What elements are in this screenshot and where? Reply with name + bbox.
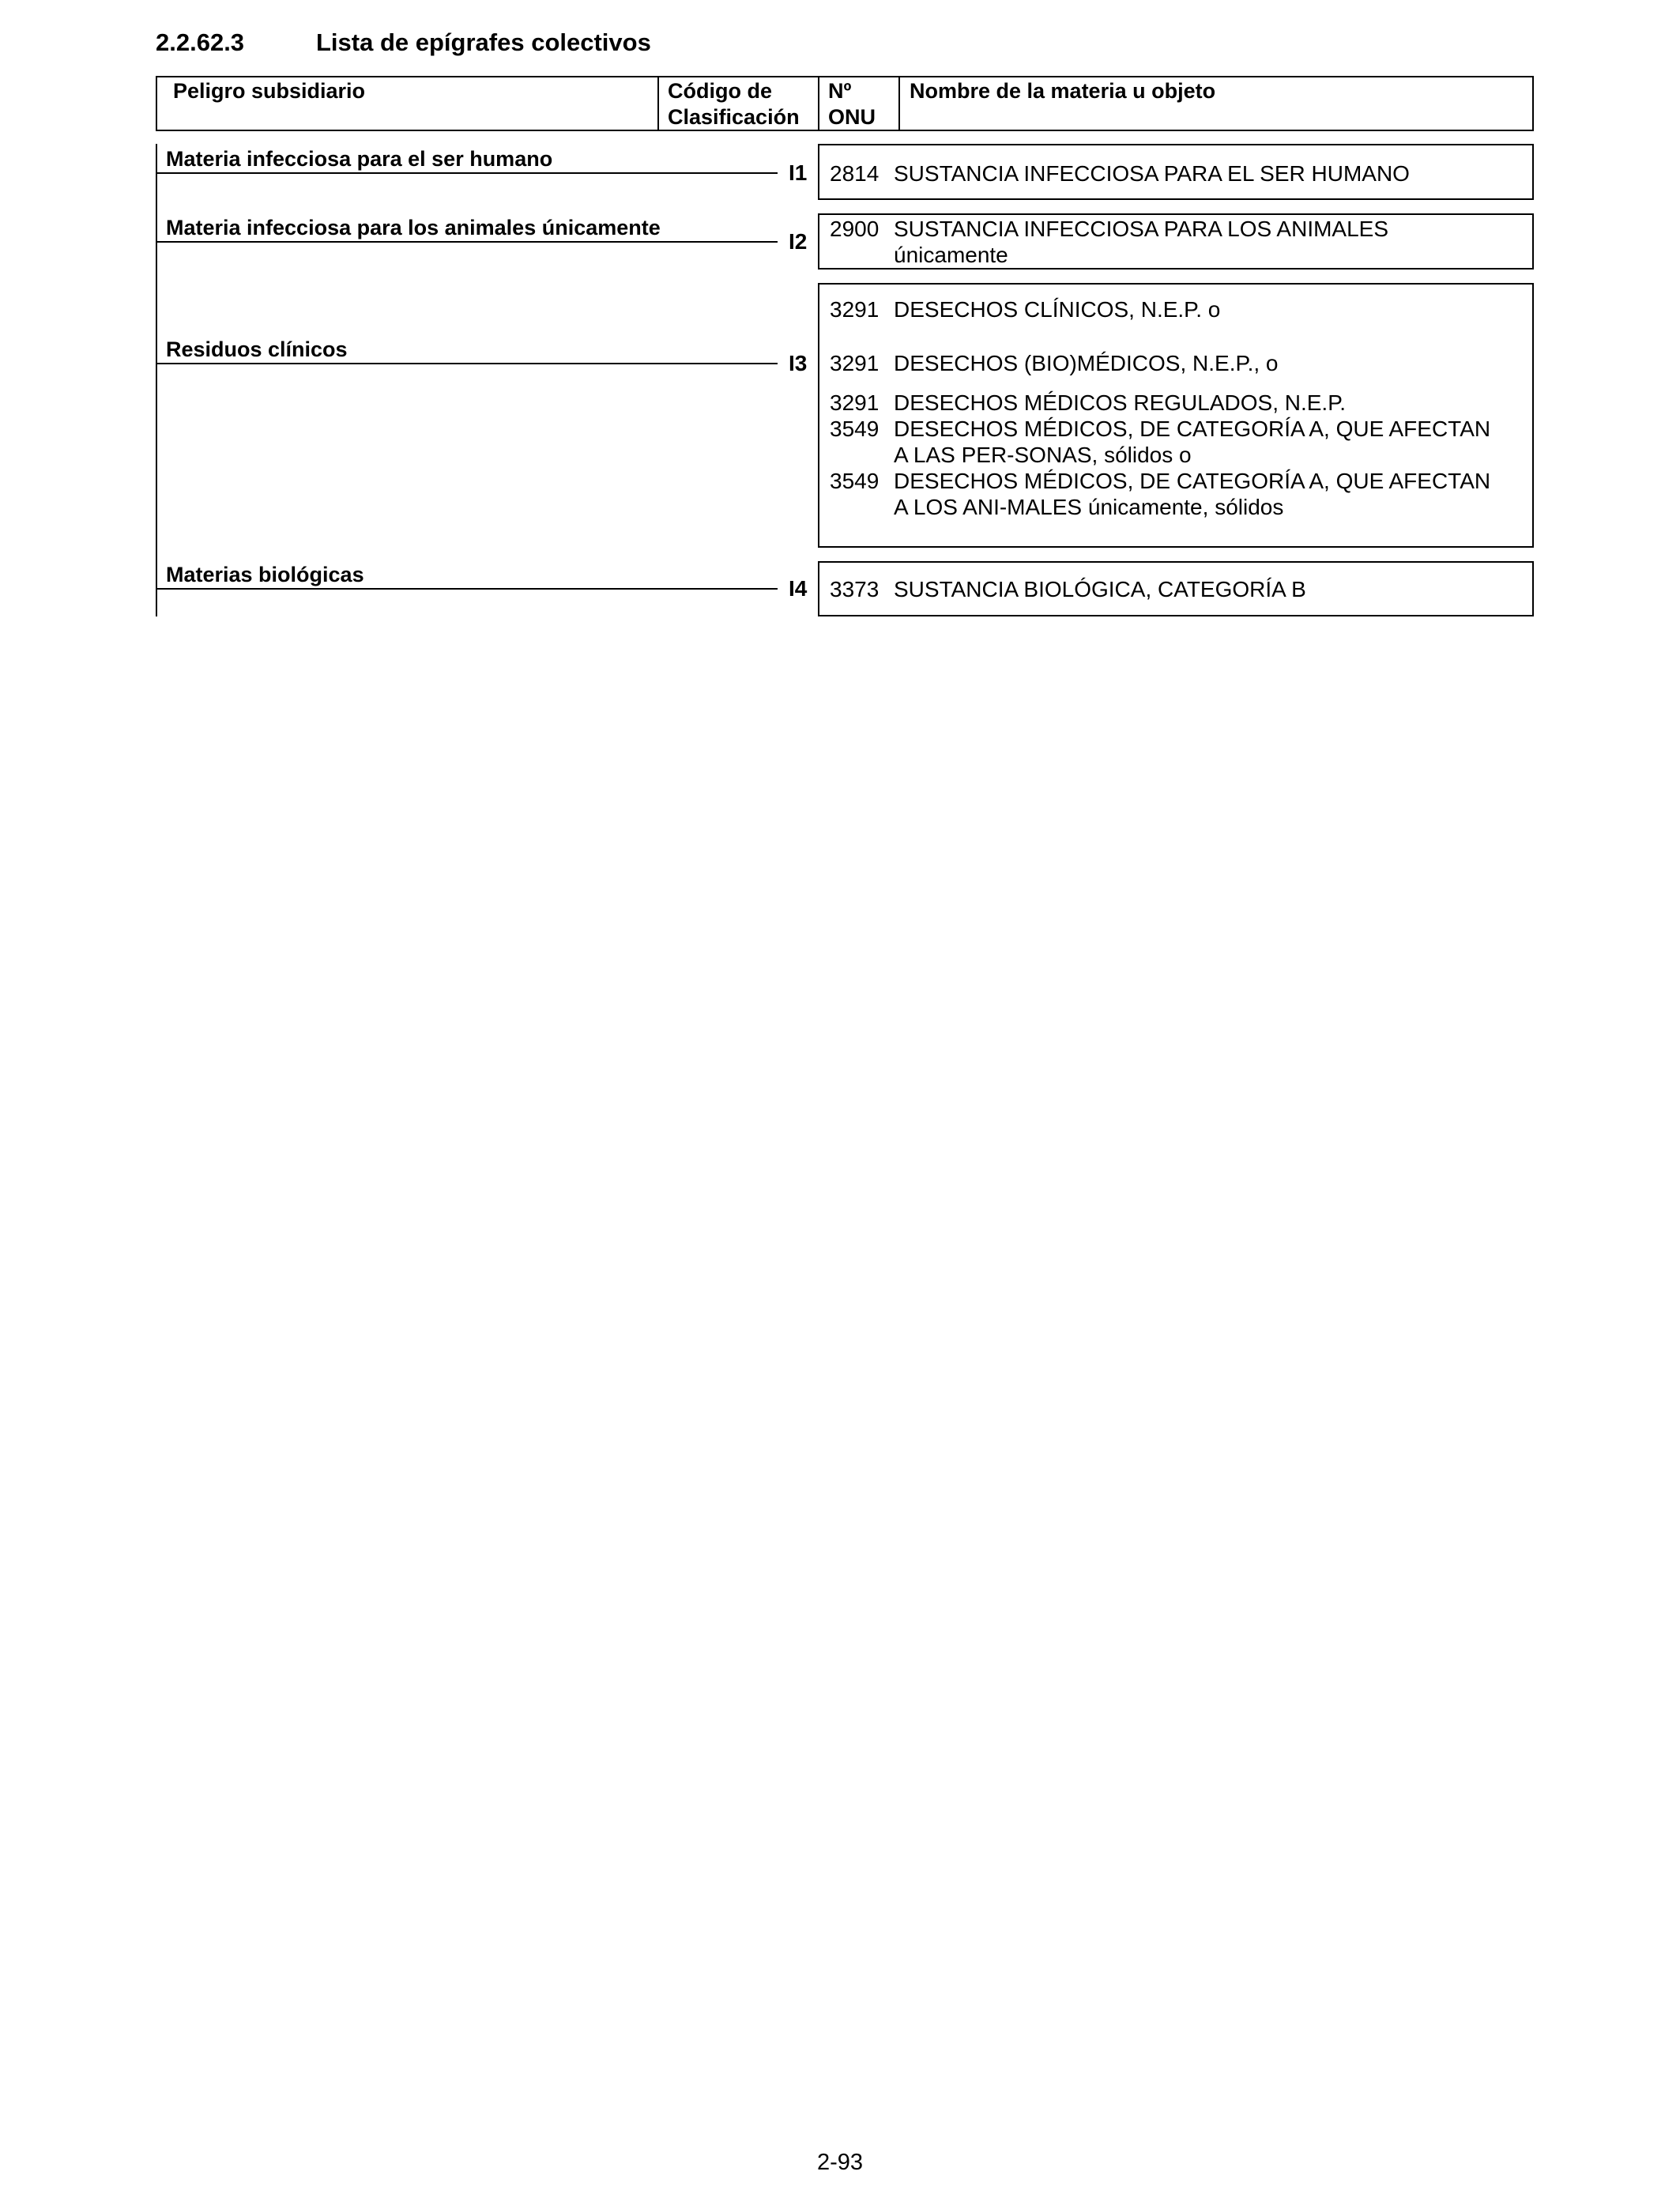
page-number: 2-93 <box>816 2150 864 2175</box>
substance-name: DESECHOS MÉDICOS REGULADOS, N.E.P. <box>894 390 1347 415</box>
category-rule-i3 <box>156 363 778 364</box>
category-rule-i1 <box>156 172 778 174</box>
substance-name-line-2: A LAS PER-SONAS, sólidos o <box>894 443 1192 467</box>
un-number: 3549 <box>830 469 880 493</box>
category-label-i4: Materias biológicas <box>166 563 364 586</box>
category-rule-i4 <box>156 588 778 590</box>
substance-name: DESECHOS CLÍNICOS, N.E.P. o <box>894 297 1221 322</box>
substance-name: DESECHOS (BIO)MÉDICOS, N.E.P., o <box>894 351 1279 375</box>
un-number: 3291 <box>830 351 880 375</box>
un-number: 2900 <box>830 217 880 241</box>
classification-code-i3: I3 <box>789 351 808 375</box>
substance-name-line-1: DESECHOS MÉDICOS, DE CATEGORÍA A, QUE AFECTAN <box>894 417 1491 441</box>
category-rule-i2 <box>156 241 778 243</box>
substance-name-line-2: únicamente <box>894 243 1008 267</box>
un-number: 3549 <box>830 417 880 441</box>
classification-code-i2: I2 <box>789 229 808 254</box>
substance-name-line-1: SUSTANCIA INFECCIOSA PARA LOS ANIMALES <box>894 217 1389 241</box>
bracket-line <box>156 144 157 616</box>
category-label-i1: Materia infecciosa para el ser humano <box>166 147 553 171</box>
section-title: Lista de epígrafes colectivos <box>316 28 651 56</box>
header-divider-3 <box>898 76 900 131</box>
header-name: Nombre de la materia u objeto <box>910 79 1216 103</box>
un-number: 3291 <box>830 390 880 415</box>
substance-name-line-1: DESECHOS MÉDICOS, DE CATEGORÍA A, QUE AFECTAN <box>894 469 1491 493</box>
section-number: 2.2.62.3 <box>156 28 245 56</box>
header-un-number: Nº ONU <box>828 79 876 129</box>
substance-name: SUSTANCIA INFECCIOSA PARA EL SER HUMANO <box>894 161 1410 186</box>
un-number: 3291 <box>830 297 880 322</box>
header-divider-2 <box>818 76 819 131</box>
header-classification-code: Código de Clasificación <box>668 79 800 129</box>
header-subsidiary-hazard: Peligro subsidiario <box>173 79 366 103</box>
un-number: 3373 <box>830 577 880 601</box>
header-divider-1 <box>657 76 659 131</box>
category-label-i3: Residuos clínicos <box>166 337 348 361</box>
substance-name: SUSTANCIA BIOLÓGICA, CATEGORÍA B <box>894 577 1306 601</box>
un-number: 2814 <box>830 161 880 186</box>
classification-code-i1: I1 <box>789 160 808 185</box>
category-label-i2: Materia infecciosa para los animales únicamente <box>166 216 661 239</box>
substance-name-line-2: A LOS ANI-MALES únicamente, sólidos <box>894 495 1284 519</box>
classification-code-i4: I4 <box>789 576 808 601</box>
